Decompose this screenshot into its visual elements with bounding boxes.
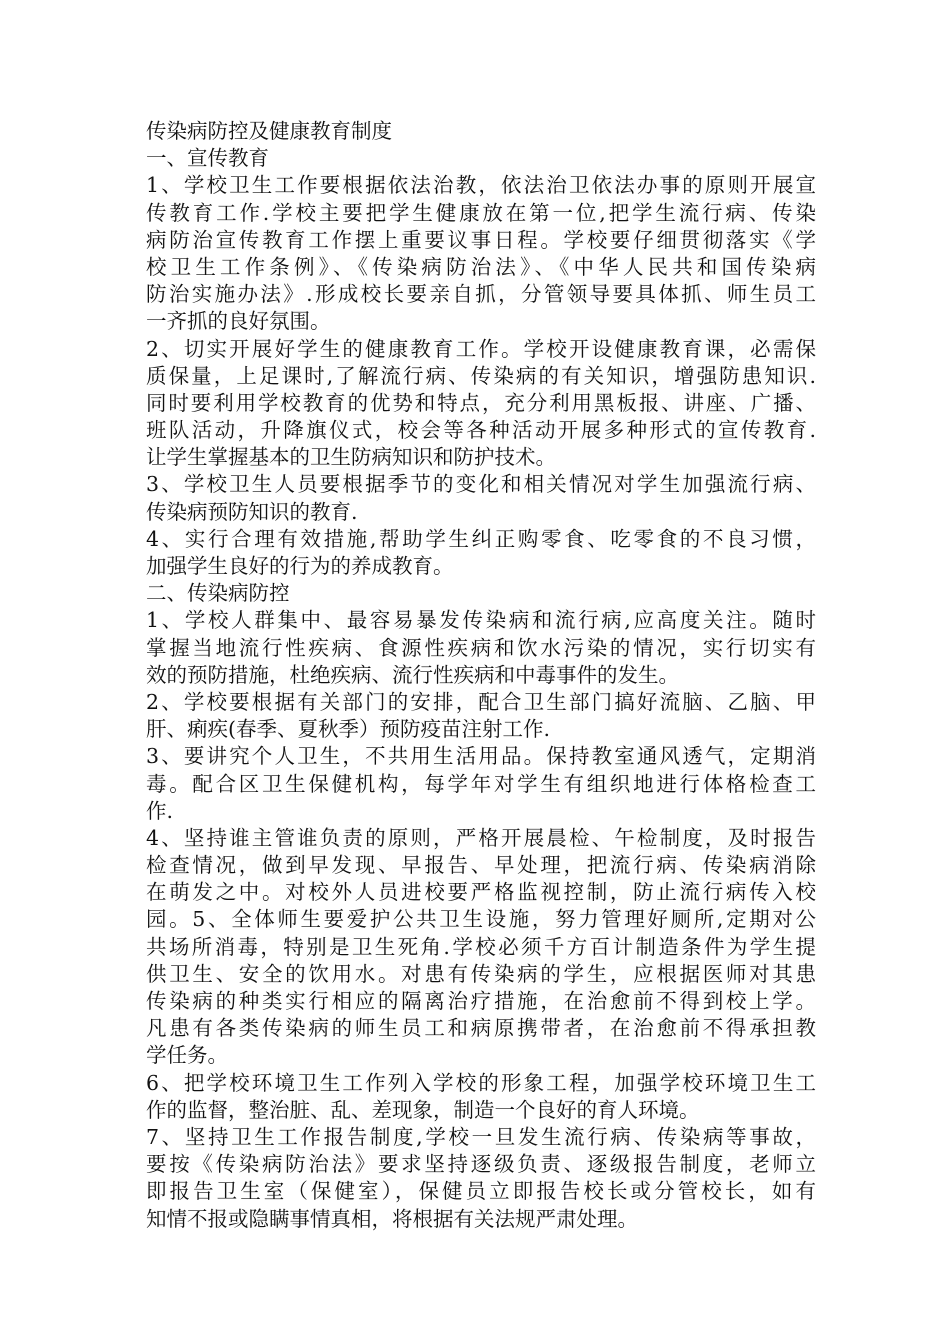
section-heading-publicity: 一、宣传教育 — [146, 146, 269, 171]
paragraph-line: 让学生掌握基本的卫生防病知识和防护技术。 — [146, 445, 556, 470]
paragraph-line: 校卫生工作条例》、《传染病防治法》、《中华人民共和国传染病 — [146, 254, 816, 279]
paragraph-line: 学任务。 — [146, 1043, 228, 1068]
paragraph-line: 质保量，上足课时,了解流行病、传染病的有关知识，增强防患知识. — [146, 363, 816, 388]
paragraph-line: 3、学校卫生人员要根据季节的变化和相关情况对学生加强流行病、 — [146, 472, 816, 497]
paragraph-line: 传教育工作.学校主要把学生健康放在第一位,把学生流行病、传染 — [146, 200, 816, 225]
paragraph-line: 供卫生、安全的饮用水。对患有传染病的学生，应根据医师对其患 — [146, 961, 816, 986]
section-heading-disease-control: 二、传染病防控 — [146, 581, 290, 606]
paragraph-line: 4、坚持谁主管谁负责的原则，严格开展晨检、午检制度，及时报告 — [146, 825, 816, 850]
paragraph-line: 一齐抓的良好氛围。 — [146, 309, 331, 334]
paragraph-line: 要按《传染病防治法》要求坚持逐级负责、逐级报告制度，老师立 — [146, 1152, 816, 1177]
paragraph-line: 毒。配合区卫生保健机构，每学年对学生有组织地进行体格检查工 — [146, 771, 816, 796]
paragraph-line: 1、学校卫生工作要根据依法治教，依法治卫依法办事的原则开展宣 — [146, 173, 816, 198]
paragraph-line: 加强学生良好的行为的养成教育。 — [146, 554, 454, 578]
paragraph-line: 同时要利用学校教育的优势和特点，充分利用黑板报、讲座、广播、 — [146, 390, 816, 415]
paragraph-line: 病防治宣传教育工作摆上重要议事日程。学校要仔细贯彻落实《学 — [146, 227, 816, 252]
document-title: 传染病防控及健康教育制度 — [146, 119, 392, 143]
paragraph-line: 班队活动，升降旗仪式，校会等各种活动开展多种形式的宣传教育. — [146, 418, 816, 443]
paragraph-line: 园。5、全体师生要爱护公共卫生设施，努力管理好厕所,定期对公 — [146, 907, 816, 932]
paragraph-line: 作的监督，整治脏、乱、差现象，制造一个良好的育人环境。 — [146, 1097, 700, 1122]
paragraph-line: 检查情况，做到早发现、早报告、早处理，把流行病、传染病消除 — [146, 853, 816, 878]
paragraph-line: 效的预防措施，杜绝疾病、流行性疾病和中毒事件的发生。 — [146, 662, 679, 687]
paragraph-line: 2、切实开展好学生的健康教育工作。学校开设健康教育课，必需保 — [146, 336, 816, 361]
paragraph-line: 3、要讲究个人卫生，不共用生活用品。保持教室通风透气，定期消 — [146, 744, 816, 769]
paragraph-line: 肝、痢疾(春季、夏秋季）预防疫苗注射工作. — [146, 717, 551, 742]
paragraph-line: 即报告卫生室（保健室），保健员立即报告校长或分管校长，如有 — [146, 1179, 816, 1204]
paragraph-line: 防治实施办法》.形成校长要亲自抓，分管领导要具体抓、师生员工 — [146, 282, 816, 307]
paragraph-line: 7、坚持卫生工作报告制度,学校一旦发生流行病、传染病等事故， — [146, 1124, 816, 1149]
paragraph-line: 1、学校人群集中、最容易暴发传染病和流行病,应高度关注。随时 — [146, 608, 816, 633]
paragraph-line: 掌握当地流行性疾病、食源性疾病和饮水污染的情况，实行切实有 — [146, 635, 816, 660]
paragraph-line: 凡患有各类传染病的师生员工和病原携带者，在治愈前不得承担教 — [146, 1016, 816, 1041]
paragraph-line: 知情不报或隐瞒事情真相，将根据有关法规严肃处理。 — [146, 1206, 638, 1231]
paragraph-line: 作. — [146, 798, 174, 823]
paragraph-line: 共场所消毒，特别是卫生死角.学校必须千方百计制造条件为学生提 — [146, 934, 816, 959]
paragraph-line: 传染病预防知识的教育. — [146, 499, 358, 524]
paragraph-line: 6、把学校环境卫生工作列入学校的形象工程，加强学校环境卫生工 — [146, 1070, 816, 1095]
document-page — [146, 118, 816, 1233]
paragraph-line: 4、实行合理有效措施,帮助学生纠正购零食、吃零食的不良习惯， — [146, 526, 816, 551]
paragraph-line: 传染病的种类实行相应的隔离治疗措施，在治愈前不得到校上学。 — [146, 989, 816, 1013]
paragraph-line: 在萌发之中。对校外人员进校要严格监视控制，防止流行病传入校 — [146, 880, 816, 905]
paragraph-line: 2、学校要根据有关部门的安排，配合卫生部门搞好流脑、乙脑、甲 — [146, 689, 816, 714]
